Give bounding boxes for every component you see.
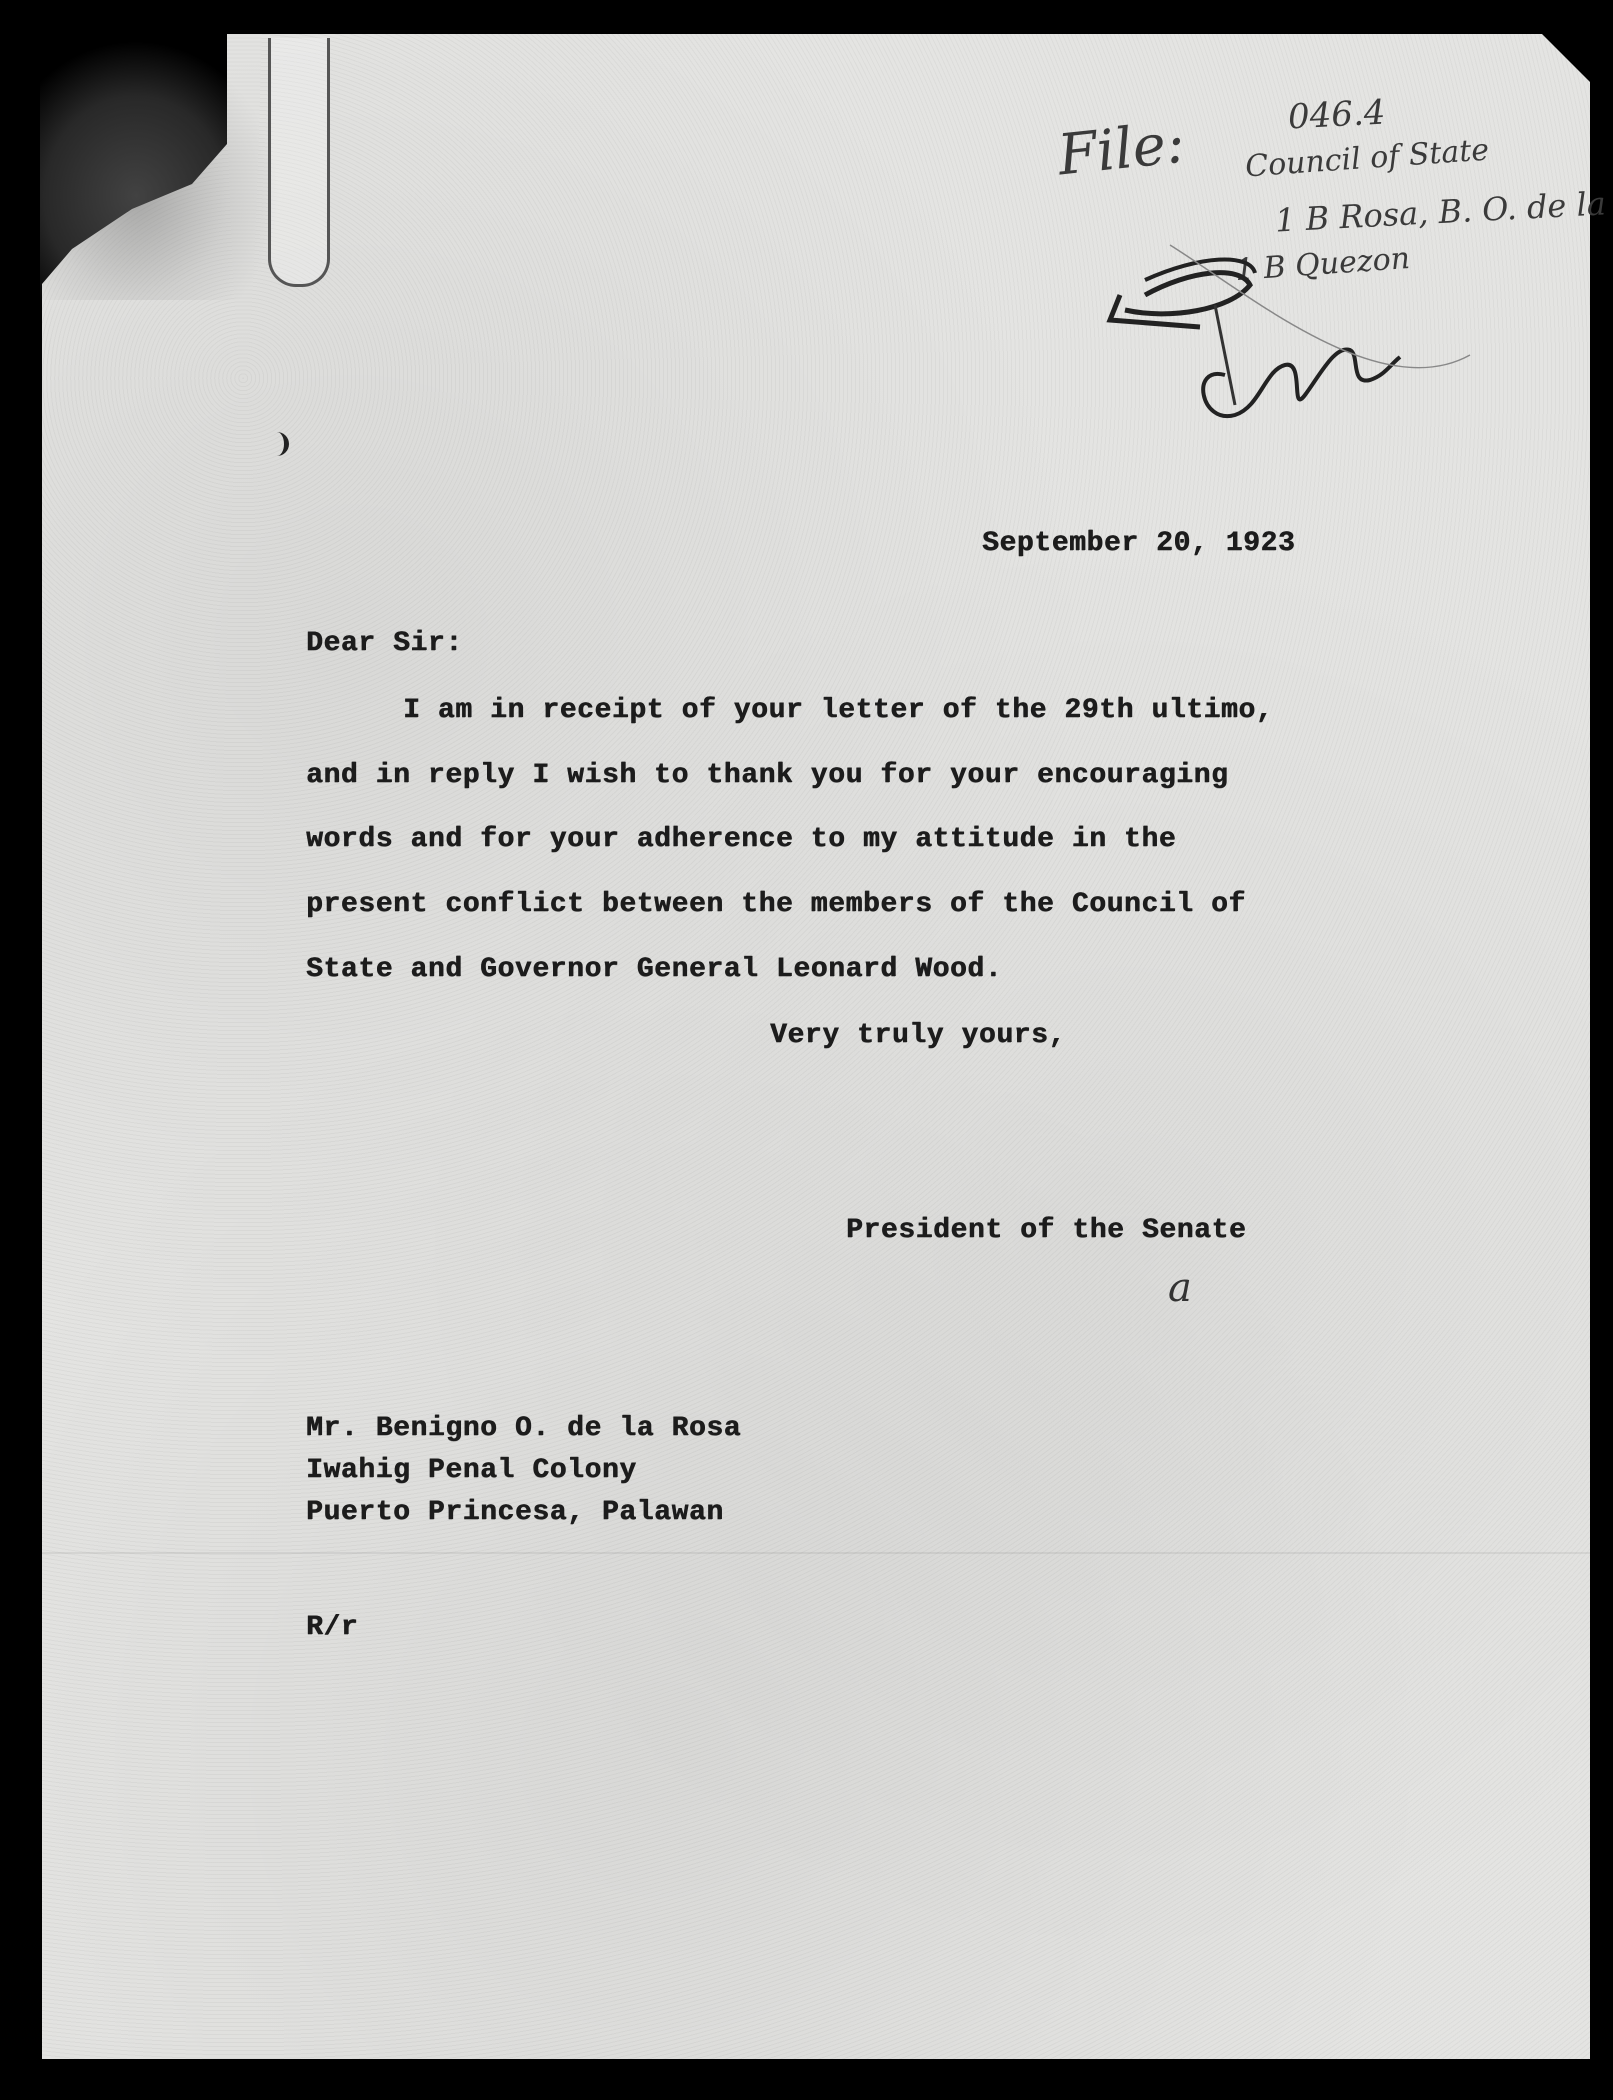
handwritten-quezon: 1 B Quezon: [1233, 240, 1412, 289]
recipient-institution: Iwahig Penal Colony: [306, 1455, 637, 1486]
letter-date: September 20, 1923: [982, 528, 1296, 559]
body-line: present conflict between the members of the Council of: [306, 889, 1246, 920]
handwritten-mark: a: [1168, 1265, 1192, 1311]
body-line: and in reply I wish to thank you for your encouraging: [306, 760, 1229, 791]
signature-title: President of the Senate: [846, 1215, 1247, 1246]
salutation: Dear Sir:: [306, 628, 463, 659]
handwritten-initials-mark: [1050, 95, 1490, 455]
punch-slot: [268, 38, 330, 287]
recipient-name: Mr. Benigno O. de la Rosa: [306, 1413, 742, 1444]
recipient-location: Puerto Princesa, Palawan: [306, 1497, 724, 1528]
fold-line: [42, 1552, 1590, 1554]
handwritten-annotation: [1050, 92, 1607, 455]
body-line: State and Governor General Leonard Wood.: [306, 954, 1003, 985]
closing: Very truly yours,: [770, 1020, 1066, 1051]
handwritten-council: Council of State: [1244, 132, 1491, 185]
handwritten-file-label: File:: [1054, 110, 1188, 189]
body-line: words and for your adherence to my attitude in the: [306, 824, 1177, 855]
body-line: I am in receipt of your letter of the 29th ultimo,: [403, 695, 1274, 726]
handwritten-file-number: 046.4: [1287, 92, 1387, 138]
handwritten-rosa: 1 B Rosa, B. O. de la: [1274, 184, 1607, 240]
typist-initials: R/r: [306, 1612, 359, 1643]
